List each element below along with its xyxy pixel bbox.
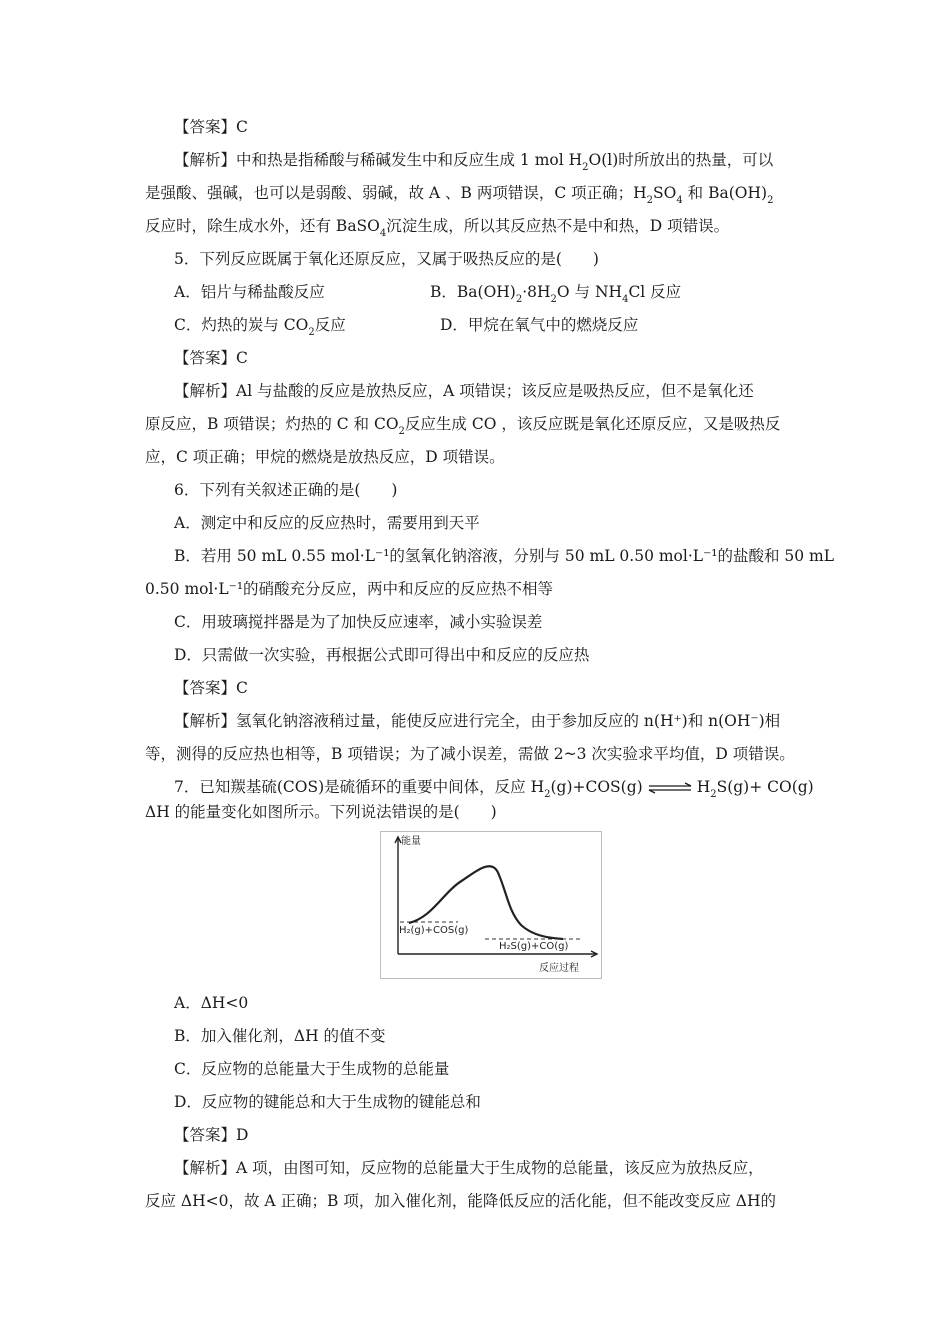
q7-explanation-line-2: 反应 ΔH<0，故 A 正确；B 项，加入催化剂，能降低反应的活化能，但不能改变反应 ΔH的 xyxy=(145,1192,776,1210)
q6-option-b-line-2: 0.50 mol·L⁻¹的硝酸充分反应，两中和反应的反应热不相等 xyxy=(145,580,554,598)
q5-stem: 5．下列反应既属于氧化还原反应，又属于吸热反应的是( ) xyxy=(174,250,599,268)
energy-diagram-svg xyxy=(381,832,603,980)
q5-option-c: C．灼热的炭与 $CO_2$反应 xyxy=(174,316,346,338)
q7-explanation-line-1: 【解析】A 项，由图可知，反应物的总能量大于生成物的总能量，该反应为放热反应， xyxy=(174,1159,764,1177)
q5-explanation-line-2: 原反应，B 项错误；灼热的 C 和 $CO_2$反应生成 CO ，该反应既是氧化还原反应，又是吸热反 xyxy=(145,415,781,437)
y-axis-label: 能量 xyxy=(401,836,421,847)
q5-option-d: D．甲烷在氧气中的燃烧反应 xyxy=(440,316,639,334)
q5-explanation-line-1: 【解析】Al 与盐酸的反应是放热反应，A 项错误；该反应是吸热反应，但不是氧化还 xyxy=(174,382,754,400)
q4-explanation-line-2: 是强酸、强碱，也可以是弱酸、弱碱，故 A 、B 两项错误，C 项正确；$H_2SO_4$ 和 $Ba(OH)_2$ xyxy=(145,184,774,206)
q7-option-b: B．加入催化剂，ΔH 的值不变 xyxy=(174,1027,386,1045)
q4-explanation-line-1: 【解析】中和热是指稀酸与稀碱发生中和反应生成 1 mol $H_2O(l)$时所放出的热量，可以 xyxy=(174,151,774,173)
q6-explanation-line-2: 等，测得的反应热也相等，B 项错误；为了减小误差，需做 2~3 次实验求平均值，D 项错误。 xyxy=(145,745,795,763)
q7-stem-line-1: 7．已知羰基硫(COS)是硫循环的重要中间体，反应 $H_2(g)+COS(g)$ $H_2S(g)+ CO(g)$ xyxy=(174,778,814,800)
q7-option-c: C．反应物的总能量大于生成物的总能量 xyxy=(174,1060,450,1078)
q6-option-b-line-1: B．若用 50 mL 0.55 mol·L⁻¹的氢氧化钠溶液，分别与 50 mL 0.50 mol·L⁻¹的盐酸和 50 mL xyxy=(174,547,835,565)
q6-option-a: A．测定中和反应的反应热时，需要用到天平 xyxy=(174,514,480,532)
reactants-label: H₂(g)+COS(g) xyxy=(399,925,469,936)
q5-answer: 【答案】C xyxy=(174,349,248,367)
q5-option-a: A．铝片与稀盐酸反应 xyxy=(174,283,325,301)
x-axis-label: 反应过程 xyxy=(539,963,579,974)
products-label: H₂S(g)+CO(g) xyxy=(499,941,569,952)
q6-answer: 【答案】C xyxy=(174,679,248,697)
q7-answer: 【答案】D xyxy=(174,1126,249,1144)
q6-stem: 6．下列有关叙述正确的是( ) xyxy=(174,481,398,499)
q5-explanation-line-3: 应，C 项正确；甲烷的燃烧是放热反应，D 项错误。 xyxy=(145,448,505,466)
energy-diagram xyxy=(380,831,602,979)
q7-option-a: A．ΔH<0 xyxy=(174,994,249,1012)
q6-explanation-line-1: 【解析】氢氧化钠溶液稍过量，能使反应进行完全，由于参加反应的 n(H⁺)和 n(OH⁻)相 xyxy=(174,712,781,730)
q6-option-c: C．用玻璃搅拌器是为了加快反应速率，减小实验误差 xyxy=(174,613,543,631)
q7-stem-line-2: ΔH 的能量变化如图所示。下列说法错误的是( ) xyxy=(145,803,497,821)
q4-explanation-line-3: 反应时，除生成水外，还有 BaSO$_4$沉淀生成，所以其反应热不是中和热，D 项错误。 xyxy=(145,217,730,239)
equilibrium-arrow-icon xyxy=(647,782,693,794)
q6-option-d: D．只需做一次实验，再根据公式即可得出中和反应的反应热 xyxy=(174,646,590,664)
q5-option-b: B．$Ba(OH)_2\cdot 8H_2O$ 与 $NH_4Cl$ 反应 xyxy=(430,283,682,305)
q4-answer: 【答案】C xyxy=(174,118,248,136)
q7-option-d: D．反应物的键能总和大于生成物的键能总和 xyxy=(174,1093,481,1111)
